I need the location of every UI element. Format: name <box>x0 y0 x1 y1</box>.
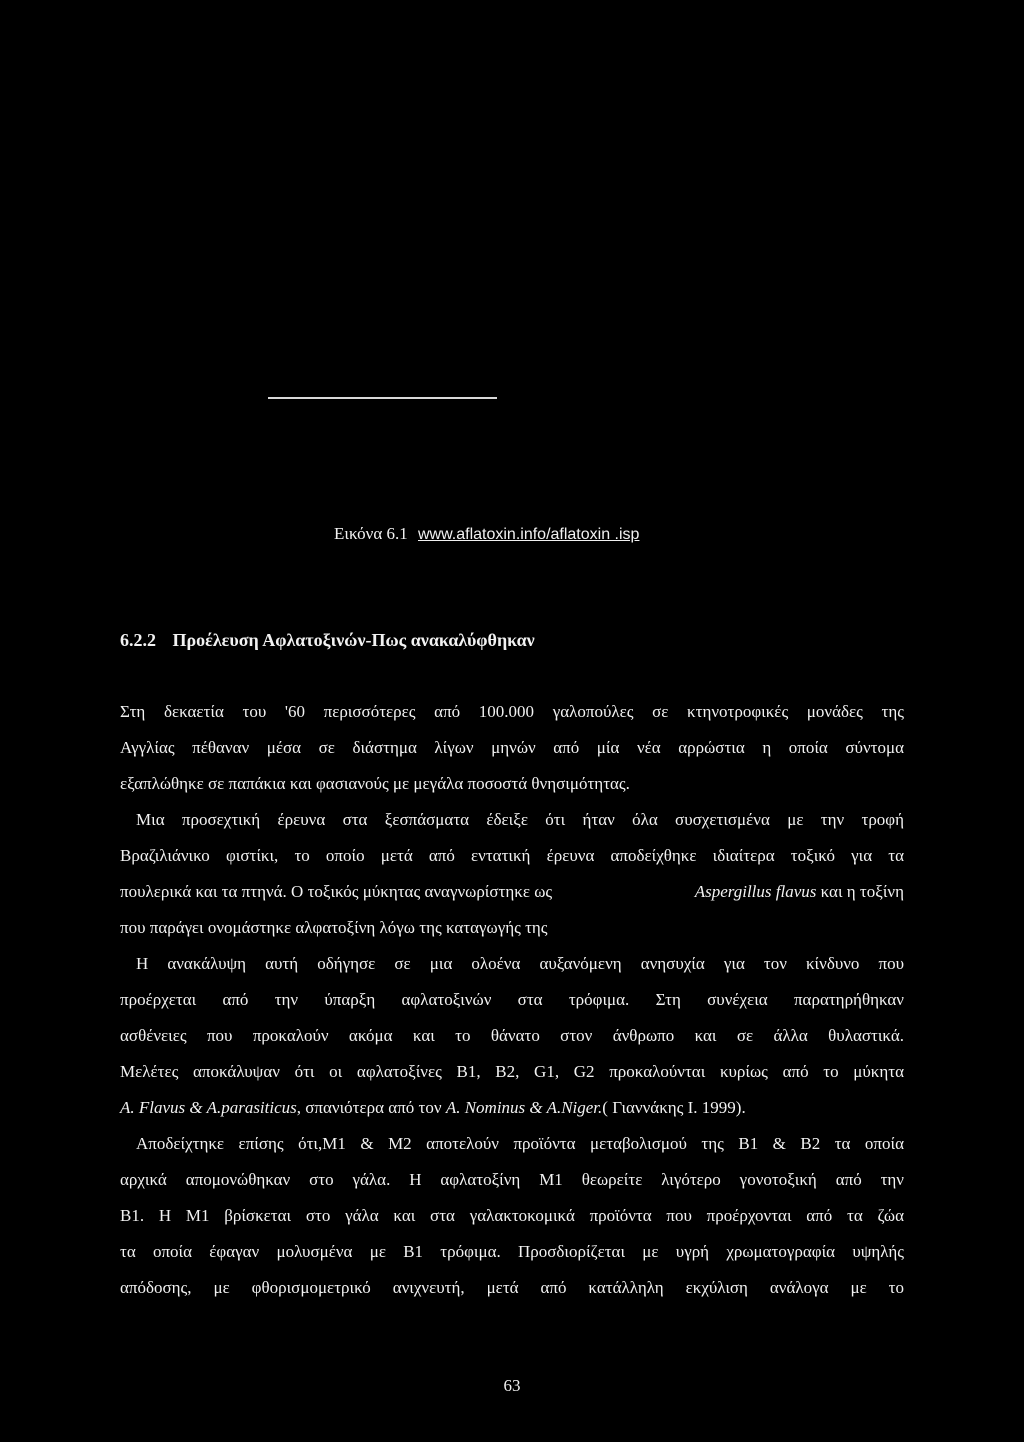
paragraph-line: που παράγει ονομάστηκε αλφατοξίνη λόγω της καταγωγής της <box>120 918 548 937</box>
paragraph-line: Αποδείχτηκε επίσης ότι,M1 & M2 αποτελούν προϊόντα μεταβολισμού της B1 & B2 τα οποία <box>136 1134 904 1153</box>
figure-caption <box>334 524 639 544</box>
section-number: 6.2.2 <box>120 630 156 650</box>
species-name: A. Flavus & A.parasiticus <box>120 1098 297 1117</box>
species-name: Aspergillus flavus <box>694 882 817 901</box>
paragraph-line: απόδοσης, με φθορισμομετρικό ανιχνευτή, μετά από κατάλληλη εκχύλιση ανάλογα με το <box>120 1278 904 1297</box>
paragraph-line <box>120 1098 904 1118</box>
paragraph-line: Στη δεκαετία του '60 περισσότερες από 100.000 γαλοπούλες σε κτηνοτροφικές μονάδες της <box>120 702 904 721</box>
page-number: 63 <box>503 1376 521 1395</box>
paragraph-line: Μελέτες αποκάλυψαν ότι οι αφλατοξίνες B1, B2, G1, G2 προκαλούνται κυρίως από το μύκητα <box>120 1062 904 1081</box>
paragraph-line: Αγγλίας πέθαναν μέσα σε διάστημα λίγων μηνών από μία νέα αρρώστια η οποία σύντομα <box>120 738 904 757</box>
paragraph-line: εξαπλώθηκε σε παπάκια και φασιανούς με μεγάλα ποσοστά θνησιμότητας. <box>120 774 630 793</box>
paragraph-line: προέρχεται από την ύπαρξη αφλατοξινών στα τρόφιμα. Στη συνέχεια παρατηρήθηκαν <box>120 990 904 1009</box>
paragraph-line: B1. Η M1 βρίσκεται στο γάλα και στα γαλακτοκομικά προϊόντα που προέρχονται από τα ζώα <box>120 1206 904 1225</box>
figure-label: Εικόνα 6.1 <box>334 524 408 543</box>
paragraph-line: αρχικά απομονώθηκαν στο γάλα. Η αφλατοξίνη M1 θεωρείτε λιγότερο γονοτοξική από την <box>120 1170 904 1189</box>
section-title: Προέλευση Αφλατοξινών-Πως ανακαλύφθηκαν <box>172 630 535 650</box>
section-heading <box>120 630 535 651</box>
paragraph-line: Μια προσεχτική έρευνα στα ξεσπάσματα έδειξε ότι ήταν όλα συσχετισμένα με την τροφή <box>136 810 904 829</box>
paragraph-line <box>120 882 904 902</box>
citation: ( Γιαννάκης Ι. 1999). <box>602 1098 746 1117</box>
text-run: πουλερικά και τα πτηνά. Ο τοξικός μύκητας αναγνωρίστηκε ως <box>120 882 553 901</box>
text-run: , σπανιότερα από τον <box>296 1098 442 1117</box>
figure-top-rule <box>268 397 497 399</box>
species-name: A. Nominus & A.Niger. <box>445 1098 603 1117</box>
figure-source-link[interactable]: www.aflatoxin.info/aflatoxin .isp <box>418 526 640 543</box>
paragraph-line: ασθένειες που προκαλούν ακόμα και το θάνατο στον άνθρωπο και σε άλλα θυλαστικά. <box>120 1026 904 1045</box>
paragraph-line: Η ανακάλυψη αυτή οδήγησε σε μια ολοένα αυξανόμενη ανησυχία για τον κίνδυνο που <box>136 954 904 973</box>
text-run: και η τοξίνη <box>820 882 904 901</box>
paragraph-line: Βραζιλιάνικο φιστίκι, το οποίο μετά από εντατική έρευνα αποδείχθηκε ιδιαίτερα τοξικό για τα <box>120 846 904 865</box>
paragraph-line: τα οποία έφαγαν μολυσμένα με B1 τρόφιμα. Προσδιορίζεται με υγρή χρωματογραφία υψηλής <box>120 1242 904 1261</box>
